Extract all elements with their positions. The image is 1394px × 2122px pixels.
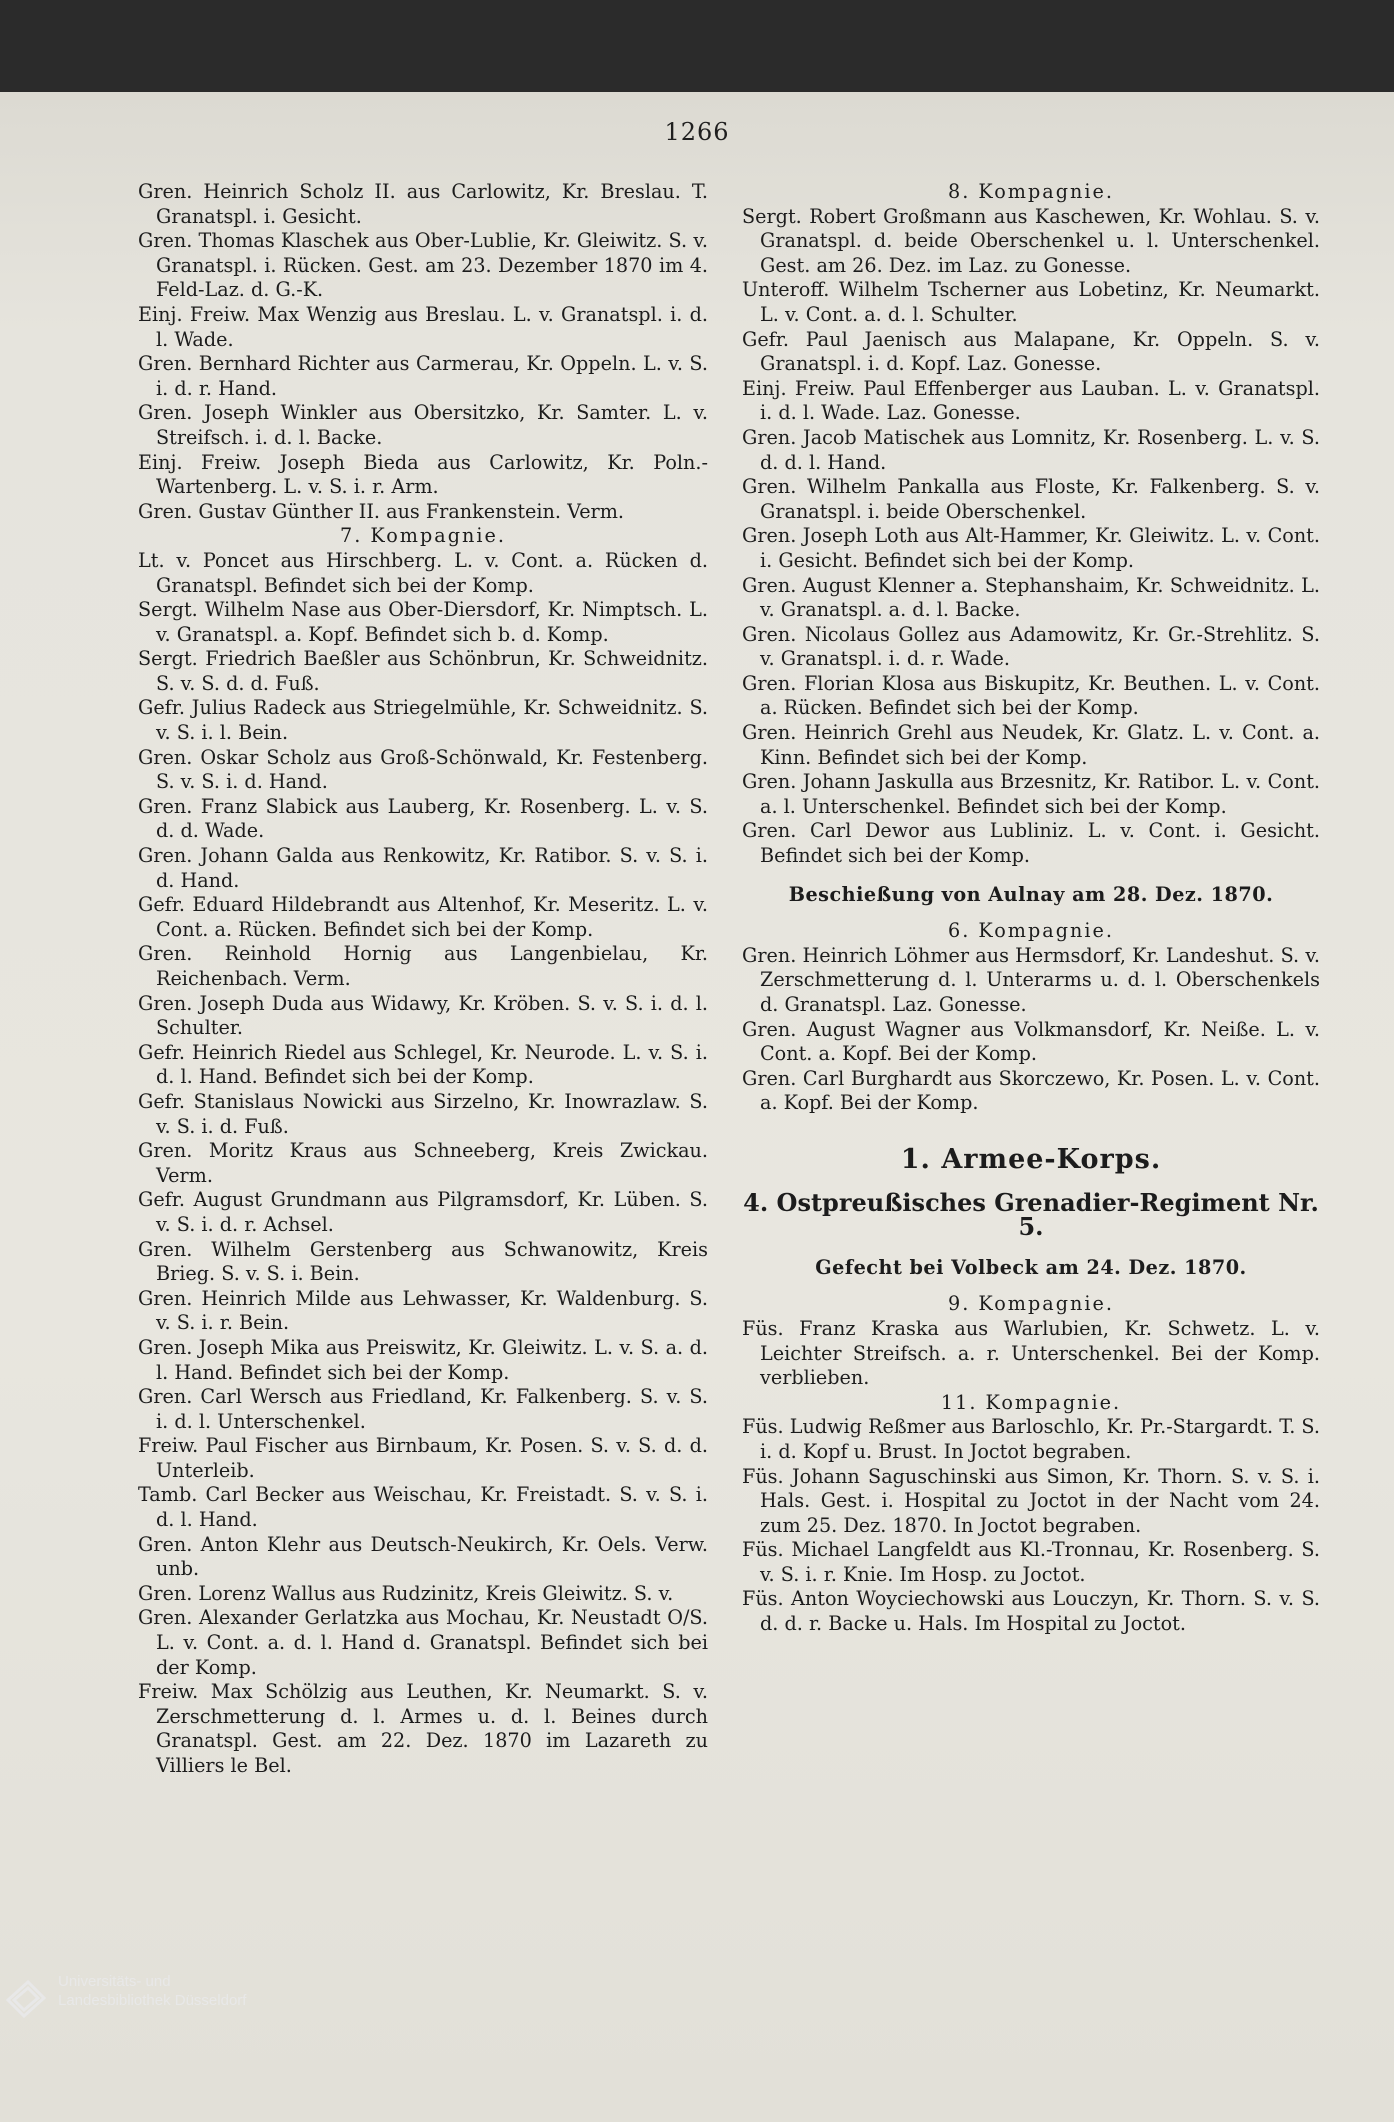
right-entry: Gren. Johann Jaskulla aus Brzesnitz, Kr. Ratibor. L. v. Cont. a. l. Unterschenkel. Befindet sich bei der Komp. bbox=[742, 770, 1320, 818]
right-column bbox=[742, 180, 1320, 1637]
left-entry: Gren. Thomas Klaschek aus Ober-Lublie, Kr. Gleiwitz. S. v. Granatspl. i. Rücken. Gest. am 23. Dezember 1870 im 4. Feld-Laz. d. G.-K. bbox=[138, 229, 708, 302]
left-entry: Gefr. Julius Radeck aus Striegelmühle, Kr. Schweidnitz. S. v. S. i. l. Bein. bbox=[138, 696, 708, 745]
left-entry: Sergt. Wilhelm Nase aus Ober-Diersdorf, Kr. Nimptsch. L. v. Granatspl. a. Kopf. Befindet sich b. d. Komp. bbox=[138, 598, 708, 646]
left-entry: Gren. Joseph Mika aus Preiswitz, Kr. Gleiwitz. L. v. S. a. d. l. Hand. Befindet sich bei der Komp. bbox=[138, 1335, 708, 1384]
left-entry: Gren. Reinhold Hornig aus Langenbielau, Kr. Reichenbach. Verm. bbox=[138, 942, 708, 990]
left-company-heading: 7. Kompagnie. bbox=[340, 524, 506, 548]
library-credit-line1: Universitäts- und bbox=[58, 1973, 171, 1990]
right-company-heading: 9. Kompagnie. bbox=[948, 1292, 1114, 1316]
right-company-heading: 8. Kompagnie. bbox=[948, 180, 1114, 203]
left-entry: Gefr. Eduard Hildebrandt aus Altenhof, Kr. Meseritz. L. v. Cont. a. Rücken. Befindet sich bei der Komp. bbox=[138, 893, 708, 941]
left-entry: Gren. Alexander Gerlatzka aus Mochau, Kr. Neustadt O/S. L. v. Cont. a. d. l. Hand d. Granatspl. Befindet sich bei der Komp. bbox=[138, 1606, 708, 1679]
library-credit-line2: Landesbibliothek Düsseldorf bbox=[58, 1992, 247, 2009]
left-entry: Gren. Oskar Scholz aus Groß-Schönwald, Kr. Festenberg. S. v. S. i. d. Hand. bbox=[138, 745, 708, 794]
left-entry: Gren. Johann Galda aus Renkowitz, Kr. Ratibor. S. v. S. i. d. Hand. bbox=[138, 844, 708, 892]
left-entry: Gren. Lorenz Wallus aus Rudzinitz, Kreis Gleiwitz. S. v. bbox=[138, 1581, 674, 1605]
left-entry: Gren. Gustav Günther II. aus Frankenstein. Verm. bbox=[138, 499, 625, 523]
right-entry: Füs. Michael Langfeldt aus Kl.-Tronnau, Kr. Rosenberg. S. v. S. i. r. Knie. Im Hosp. zu Joctot. bbox=[742, 1538, 1320, 1586]
right-entry: Unteroff. Wilhelm Tscherner aus Lobetinz, Kr. Neumarkt. L. v. Cont. a. d. l. Schulter. bbox=[742, 278, 1320, 326]
ulb-logo-icon bbox=[0, 1968, 60, 2028]
left-entry: Freiw. Max Schölzig aus Leuthen, Kr. Neumarkt. S. v. Zerschmetterung d. l. Armes u. d. l. Beines durch Granatspl. Gest. am 22. Dez. 1870 im Lazareth zu Villiers le Bel. bbox=[138, 1680, 708, 1777]
left-entry: Lt. v. Poncet aus Hirschberg. L. v. Cont. a. Rücken d. Granatspl. Befindet sich bei der Komp. bbox=[138, 548, 708, 597]
right-entry: Sergt. Robert Großmann aus Kaschewen, Kr. Wohlau. S. v. Granatspl. d. beide Oberschenkel u. l. Unterschenkel. Gest. am 26. Dez. im Laz. zu Gonesse. bbox=[742, 204, 1320, 277]
left-entry: Gefr. August Grundmann aus Pilgramsdorf, Kr. Lüben. S. v. S. i. d. r. Achsel. bbox=[138, 1188, 708, 1236]
left-entry: Tamb. Carl Becker aus Weischau, Kr. Freistadt. S. v. S. i. d. l. Hand. bbox=[138, 1483, 708, 1532]
left-entry: Gren. Bernhard Richter aus Carmerau, Kr. Oppeln. L. v. S. i. d. r. Hand. bbox=[138, 352, 708, 400]
right-entry: Füs. Johann Saguschinski aus Simon, Kr. Thorn. S. v. S. i. Hals. Gest. i. Hospital zu Joctot in der Nacht vom 24. zum 25. Dez. 1870. In Joctot begraben. bbox=[742, 1464, 1320, 1537]
right-entry: Gren. Heinrich Grehl aus Neudek, Kr. Glatz. L. v. Cont. a. Kinn. Befindet sich bei der Komp. bbox=[742, 721, 1320, 769]
right-entry: Gren. Joseph Loth aus Alt-Hammer, Kr. Gleiwitz. L. v. Cont. i. Gesicht. Befindet sich bei der Komp. bbox=[742, 524, 1320, 572]
right-entry: Gren. Wilhelm Pankalla aus Floste, Kr. Falkenberg. S. v. Granatspl. i. beide Oberschenkel. bbox=[742, 475, 1320, 523]
left-entry: Gren. Franz Slabick aus Lauberg, Kr. Rosenberg. L. v. S. d. d. Wade. bbox=[138, 794, 708, 843]
right-event-heading: Beschießung von Aulnay am 28. Dez. 1870. bbox=[788, 882, 1274, 906]
right-regiment-heading: 4. Ostpreußisches Grenadier-Regiment Nr. 5. bbox=[743, 1187, 1319, 1242]
left-entry: Gren. Carl Wersch aus Friedland, Kr. Falkenberg. S. v. S. i. d. l. Unterschenkel. bbox=[138, 1385, 708, 1433]
right-entry: Gren. Carl Burghardt aus Skorczewo, Kr. Posen. L. v. Cont. a. Kopf. Bei der Komp. bbox=[742, 1066, 1320, 1115]
right-entry: Gren. Carl Dewor aus Lubliniz. L. v. Cont. i. Gesicht. Befindet sich bei der Komp. bbox=[742, 819, 1320, 868]
right-entry: Gren. August Klenner a. Stephanshaim, Kr. Schweidnitz. L. v. Granatspl. a. d. l. Backe. bbox=[742, 573, 1320, 622]
right-corps-heading: 1. Armee-Korps. bbox=[900, 1143, 1162, 1175]
left-entry: Gren. Heinrich Milde aus Lehwasser, Kr. Waldenburg. S. v. S. i. r. Bein. bbox=[138, 1286, 708, 1335]
right-entry: Gren. Nicolaus Gollez aus Adamowitz, Kr. Gr.-Strehlitz. S. v. Granatspl. i. d. r. Wade. bbox=[742, 622, 1320, 671]
left-entry: Gren. Joseph Duda aus Widawy, Kr. Kröben. S. v. S. i. d. l. Schulter. bbox=[138, 991, 708, 1040]
right-event-heading: Gefecht bei Volbeck am 24. Dez. 1870. bbox=[815, 1255, 1247, 1279]
right-company-heading: 11. Kompagnie. bbox=[940, 1390, 1122, 1414]
right-entry: Gren. Heinrich Löhmer aus Hermsdorf, Kr. Landeshut. S. v. Zerschmetterung d. l. Unterarms u. d. l. Oberschenkels d. Granatspl. Laz. Gonesse. bbox=[742, 943, 1320, 1016]
scanned-page bbox=[0, 92, 1394, 2122]
left-column bbox=[138, 180, 708, 1779]
page-number: 1266 bbox=[664, 118, 730, 146]
right-entry: Füs. Franz Kraska aus Warlubien, Kr. Schwetz. L. v. Leichter Streifsch. a. r. Unterschenkel. Bei der Komp. verblieben. bbox=[742, 1316, 1320, 1390]
right-entry: Füs. Ludwig Reßmer aus Barloschlo, Kr. Pr.-Stargardt. T. S. i. d. Kopf u. Brust. In Joctot begraben. bbox=[742, 1415, 1320, 1463]
left-entry: Einj. Freiw. Joseph Bieda aus Carlowitz, Kr. Poln.-Wartenberg. L. v. S. i. r. Arm. bbox=[138, 450, 708, 499]
library-credit bbox=[58, 1972, 246, 2010]
left-entry: Einj. Freiw. Max Wenzig aus Breslau. L. v. Granatspl. i. d. l. Wade. bbox=[138, 302, 708, 351]
left-entry: Gren. Moritz Kraus aus Schneeberg, Kreis Zwickau. Verm. bbox=[138, 1139, 708, 1187]
right-entry: Einj. Freiw. Paul Effenberger aus Lauban. L. v. Granatspl. i. d. l. Wade. Laz. Gonesse. bbox=[742, 376, 1320, 425]
right-entry: Gren. August Wagner aus Volkmansdorf, Kr. Neiße. L. v. Cont. a. Kopf. Bei der Komp. bbox=[742, 1017, 1320, 1066]
right-entry: Gren. Jacob Matischek aus Lomnitz, Kr. Rosenberg. L. v. S. d. d. l. Hand. bbox=[742, 425, 1320, 474]
right-company-heading: 6. Kompagnie. bbox=[948, 919, 1114, 943]
left-entry: Gren. Wilhelm Gerstenberg aus Schwanowitz, Kreis Brieg. S. v. S. i. Bein. bbox=[138, 1237, 708, 1286]
left-entry: Gefr. Stanislaus Nowicki aus Sirzelno, Kr. Inowrazlaw. S. v. S. i. d. Fuß. bbox=[138, 1089, 708, 1138]
right-entry: Gren. Florian Klosa aus Biskupitz, Kr. Beuthen. L. v. Cont. a. Rücken. Befindet sich bei der Komp. bbox=[742, 671, 1320, 720]
left-entry: Gren. Anton Klehr aus Deutsch-Neukirch, Kr. Oels. Verw. unb. bbox=[138, 1532, 708, 1581]
left-entry: Freiw. Paul Fischer aus Birnbaum, Kr. Posen. S. v. S. d. d. Unterleib. bbox=[138, 1434, 708, 1482]
right-entry: Gefr. Paul Jaenisch aus Malapane, Kr. Oppeln. S. v. Granatspl. i. d. Kopf. Laz. Gonesse. bbox=[742, 327, 1320, 376]
right-entry: Füs. Anton Woyciechowski aus Louczyn, Kr. Thorn. S. v. S. d. d. r. Backe u. Hals. Im Hospital zu Joctot. bbox=[742, 1587, 1320, 1636]
left-entry: Gren. Heinrich Scholz II. aus Carlowitz, Kr. Breslau. T. Granatspl. i. Gesicht. bbox=[138, 180, 708, 228]
left-entry: Gren. Joseph Winkler aus Obersitzko, Kr. Samter. L. v. Streifsch. i. d. l. Backe. bbox=[138, 401, 708, 449]
left-entry: Gefr. Heinrich Riedel aus Schlegel, Kr. Neurode. L. v. S. i. d. l. Hand. Befindet sich bei der Komp. bbox=[138, 1040, 708, 1089]
left-entry: Sergt. Friedrich Baeßler aus Schönbrun, Kr. Schweidnitz. S. v. S. d. d. Fuß. bbox=[138, 647, 708, 695]
